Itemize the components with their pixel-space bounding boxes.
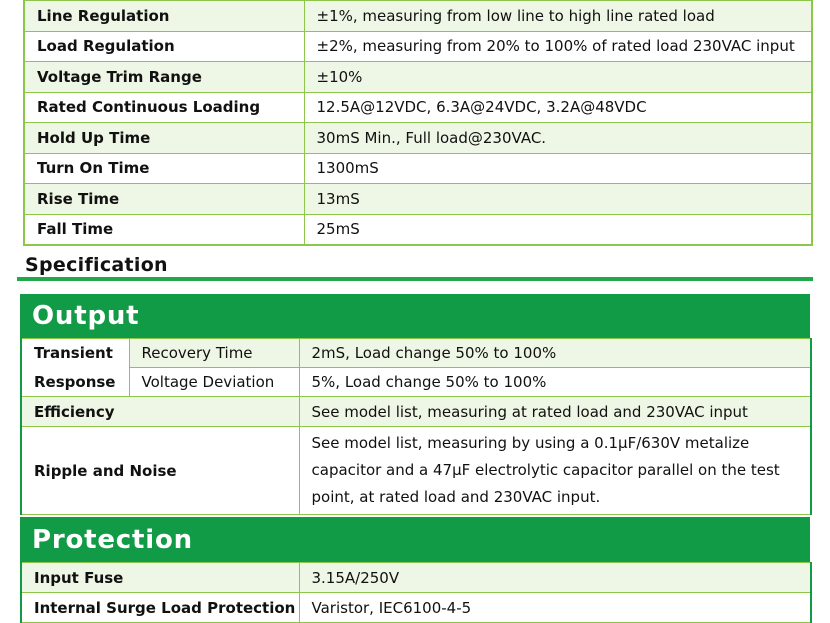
table-row <box>24 62 812 93</box>
output-section-header: Output <box>20 294 810 338</box>
table-row <box>21 397 811 427</box>
ripple-noise-label: Ripple and Noise <box>21 427 299 515</box>
table-row <box>24 123 812 154</box>
table-row <box>24 92 812 123</box>
table-row <box>21 339 811 368</box>
table-row <box>24 31 812 62</box>
efficiency-label: Efficiency <box>21 397 299 427</box>
efficiency-value: See model list, measuring at rated load and 230VAC input <box>299 397 811 427</box>
row-label: Voltage Trim Range <box>24 62 304 93</box>
ripple-line: point, at rated load and 230VAC input. <box>311 488 601 506</box>
row-value: ±2%, measuring from 20% to 100% of rated load 230VAC input <box>304 31 812 62</box>
specification-divider <box>17 277 813 281</box>
table-row <box>21 427 811 515</box>
transient-label-bottom: Response <box>21 368 129 397</box>
row-label: Rated Continuous Loading <box>24 92 304 123</box>
row-value: 25mS <box>304 214 812 245</box>
ripple-noise-value <box>299 427 811 515</box>
row-label: Hold Up Time <box>24 123 304 154</box>
transient-label-top: Transient <box>21 339 129 368</box>
surge-protection-label: Internal Surge Load Protection <box>21 593 299 623</box>
input-fuse-label: Input Fuse <box>21 563 299 593</box>
row-value: ±1%, measuring from low line to high line rated load <box>304 1 812 32</box>
row-label: Turn On Time <box>24 153 304 184</box>
protection-spec-table <box>20 562 812 623</box>
row-label: Rise Time <box>24 184 304 215</box>
recovery-time-value: 2mS, Load change 50% to 100% <box>299 339 811 368</box>
ripple-line: See model list, measuring by using a 0.1µF/630V metalize <box>311 434 750 452</box>
voltage-deviation-label: Voltage Deviation <box>129 368 299 397</box>
input-fuse-value: 3.15A/250V <box>299 563 811 593</box>
electrical-characteristics-table <box>23 0 813 246</box>
row-value: ±10% <box>304 62 812 93</box>
voltage-deviation-value: 5%, Load change 50% to 100% <box>299 368 811 397</box>
row-value: 1300mS <box>304 153 812 184</box>
table-row <box>21 593 811 623</box>
row-label: Fall Time <box>24 214 304 245</box>
output-spec-table <box>20 338 812 515</box>
surge-protection-value: Varistor, IEC6100-4-5 <box>299 593 811 623</box>
row-value: 13mS <box>304 184 812 215</box>
table-row <box>21 368 811 397</box>
table-row <box>24 153 812 184</box>
table-row <box>21 563 811 593</box>
row-label: Line Regulation <box>24 1 304 32</box>
table-row <box>24 214 812 245</box>
table-row <box>24 1 812 32</box>
recovery-time-label: Recovery Time <box>129 339 299 368</box>
row-label: Load Regulation <box>24 31 304 62</box>
table-row <box>24 184 812 215</box>
row-value: 12.5A@12VDC, 6.3A@24VDC, 3.2A@48VDC <box>304 92 812 123</box>
specification-heading: Specification <box>25 254 168 276</box>
protection-section-header: Protection <box>20 517 810 562</box>
row-value: 30mS Min., Full load@230VAC. <box>304 123 812 154</box>
ripple-line: capacitor and a 47µF electrolytic capacitor parallel on the test <box>311 461 780 479</box>
